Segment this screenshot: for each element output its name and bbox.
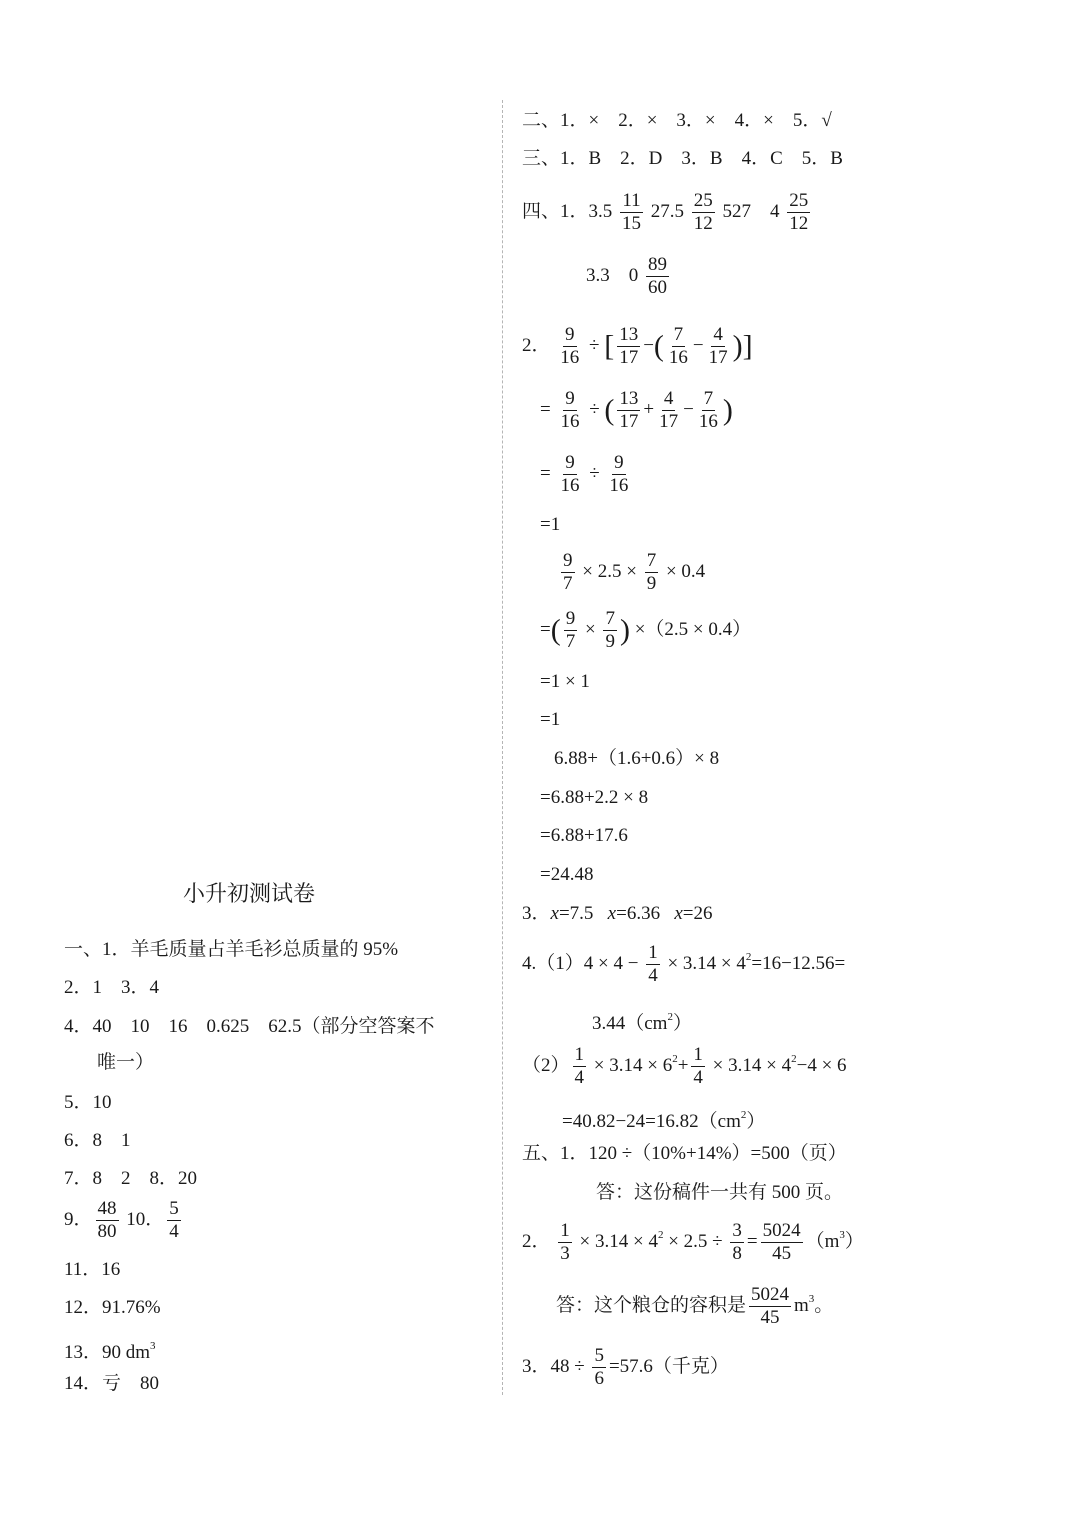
numerator: 9 — [565, 452, 575, 473]
text: ） — [844, 1230, 864, 1252]
fraction — [558, 1220, 572, 1265]
text: 。 — [814, 1294, 834, 1316]
denominator: 17 — [619, 411, 639, 432]
numerator: 1 — [560, 1220, 570, 1241]
fraction — [96, 1198, 119, 1243]
label: 2． — [522, 334, 551, 356]
numerator: 7 — [673, 324, 684, 345]
operator: ÷ — [589, 398, 600, 420]
equals: = — [746, 1230, 758, 1252]
calc-line-11: =6.88+17.6 — [540, 825, 628, 846]
text: 3.44（cm — [592, 1013, 668, 1034]
denominator: 4 — [693, 1067, 703, 1088]
fraction — [787, 190, 810, 235]
label: 10． — [126, 1208, 165, 1230]
numerator: 7 — [605, 608, 615, 629]
paren: ) — [619, 613, 630, 647]
fraction — [603, 608, 617, 653]
denominator: 80 — [97, 1221, 117, 1242]
numerator: 9 — [565, 608, 576, 629]
superscript: 2 — [791, 1052, 797, 1065]
text: （2） — [522, 1054, 570, 1076]
text: × 2.5 ÷ — [668, 1230, 723, 1252]
operator: × 2.5 × — [582, 560, 637, 582]
fraction — [167, 1198, 181, 1243]
denominator: 12 — [789, 213, 809, 234]
fraction — [645, 550, 659, 595]
answer-line-9-10 — [64, 1198, 184, 1243]
section-4-q3 — [522, 901, 712, 927]
superscript: 2 — [657, 1228, 664, 1241]
fraction — [657, 388, 680, 433]
page-title: 小升初测试卷 — [183, 882, 316, 907]
denominator: 17 — [659, 411, 679, 432]
operator: − — [683, 398, 694, 420]
superscript: 2 — [740, 1109, 747, 1121]
paren: ) — [732, 329, 743, 363]
numerator: 89 — [648, 254, 668, 275]
section-5-q1: 五、1．120 ÷（10%+14%）=500（页） — [522, 1143, 847, 1164]
fraction — [607, 452, 630, 497]
text: × 3.14 × 4 — [712, 1054, 792, 1076]
denominator: 4 — [169, 1221, 179, 1242]
calc-line-4: =1 — [540, 514, 561, 535]
superscript: 3 — [839, 1228, 845, 1241]
section-5-q2 — [522, 1220, 864, 1265]
label: 3． — [522, 903, 551, 924]
numerator: 9 — [563, 550, 573, 571]
fraction — [620, 190, 643, 235]
calc-line-9: 6.88+（1.6+0.6）× 8 — [554, 748, 720, 769]
text: 4.（1）4 × 4 − — [522, 952, 639, 974]
paren: ( — [604, 393, 615, 427]
section-4-q4-part1 — [522, 942, 845, 987]
text: m — [794, 1294, 809, 1316]
numerator: 25 — [693, 190, 713, 211]
operator: − — [643, 334, 654, 356]
operator: ÷ — [589, 334, 600, 356]
text: × 3.14 × 4 — [579, 1230, 658, 1252]
numerator: 9 — [614, 452, 624, 473]
text: × 3.14 × 4 — [667, 952, 746, 974]
value: 3.3 0 — [586, 264, 639, 286]
fraction — [617, 388, 640, 433]
calc-line-7: =1 × 1 — [540, 671, 590, 692]
denominator: 16 — [560, 475, 580, 496]
answer-line-14: 14．亏 80 — [64, 1373, 160, 1394]
section-4-q1 — [522, 190, 813, 235]
answer-line-11: 11．16 — [64, 1259, 121, 1280]
operator: ÷ — [589, 462, 600, 484]
operator: × 0.4 — [665, 560, 706, 582]
superscript: 3 — [808, 1292, 815, 1305]
text: =40.82−24=16.82（cm — [562, 1111, 741, 1132]
denominator: 12 — [693, 213, 713, 234]
numerator: 11 — [622, 190, 641, 211]
numerator: 7 — [646, 550, 657, 571]
answer-line-7-8: 7．8 2 8．20 — [64, 1168, 198, 1189]
superscript: 2 — [667, 1011, 673, 1023]
operator: × — [584, 618, 596, 640]
answer-line-13 — [64, 1333, 156, 1366]
denominator: 4 — [648, 965, 658, 986]
answer-line-2-3: 2．1 3．4 — [64, 977, 160, 998]
superscript: 2 — [745, 950, 752, 963]
label: 2． — [522, 1230, 551, 1252]
numerator: 1 — [574, 1044, 585, 1065]
value: 27.5 — [650, 200, 685, 222]
fraction — [707, 324, 730, 369]
numerator: 48 — [97, 1198, 117, 1219]
denominator: 16 — [668, 347, 688, 368]
superscript: 2 — [672, 1052, 678, 1065]
denominator: 8 — [732, 1243, 742, 1264]
calc-line-10: =6.88+2.2 × 8 — [540, 787, 649, 808]
section-5-q3 — [522, 1345, 729, 1390]
numerator: 25 — [789, 190, 809, 211]
fraction — [646, 254, 669, 299]
numerator: 4 — [663, 388, 674, 409]
numerator: 5024 — [751, 1284, 790, 1305]
calc-line-12: =24.48 — [540, 864, 594, 885]
fraction — [558, 324, 581, 369]
value: 527 4 — [722, 200, 780, 222]
fraction — [761, 1220, 803, 1265]
answer-line-12: 12．91.76% — [64, 1297, 161, 1318]
text: × 3.14 × 6 — [593, 1054, 673, 1076]
numerator: 7 — [703, 388, 714, 409]
variable: x — [674, 903, 683, 924]
fraction — [561, 550, 575, 595]
denominator: 9 — [605, 631, 615, 652]
denominator: 16 — [560, 411, 580, 432]
denominator: 17 — [619, 347, 639, 368]
operator: − — [692, 334, 704, 356]
denominator: 9 — [646, 573, 657, 594]
value: =7.5 — [558, 903, 594, 924]
numerator: 4 — [713, 324, 723, 345]
numerator: 13 — [619, 324, 639, 345]
fraction — [558, 452, 581, 497]
equals: = — [540, 398, 551, 420]
denominator: 16 — [609, 475, 629, 496]
text: 答：这个粮仓的容积是 — [556, 1294, 747, 1316]
fraction — [573, 1044, 587, 1089]
numerator: 13 — [619, 388, 639, 409]
fraction — [692, 190, 715, 235]
numerator: 5 — [169, 1198, 179, 1219]
variable: x — [607, 903, 617, 924]
fraction — [667, 324, 690, 369]
equals: = — [540, 618, 551, 640]
paren: ( — [550, 613, 561, 647]
section-4-q4-part2 — [522, 1044, 847, 1089]
fraction — [749, 1284, 791, 1329]
value: =26 — [682, 903, 713, 924]
denominator: 60 — [648, 277, 668, 298]
text: 3．48 ÷ — [522, 1355, 585, 1377]
calc-line-2 — [540, 388, 733, 433]
section-3-answers: 三、1．B 2．D 3．B 4．C 5．B — [522, 148, 843, 169]
calc-line-3 — [540, 452, 633, 497]
text: −4 × 6 — [796, 1054, 847, 1076]
bracket: [ — [604, 329, 615, 363]
superscript: 3 — [150, 1340, 156, 1352]
value: =6.36 — [616, 903, 661, 924]
numerator: 9 — [565, 324, 575, 345]
denominator: 6 — [594, 1368, 604, 1389]
paren: ) — [722, 393, 733, 427]
column-divider — [502, 100, 503, 1395]
section-5-q2-answer — [556, 1284, 833, 1329]
fraction — [697, 388, 720, 433]
denominator: 7 — [565, 631, 576, 652]
denominator: 16 — [560, 347, 580, 368]
denominator: 7 — [563, 573, 573, 594]
numerator: 9 — [565, 388, 575, 409]
fraction — [592, 1345, 606, 1390]
numerator: 3 — [732, 1220, 742, 1241]
calc-line-6 — [540, 608, 751, 653]
denominator: 4 — [574, 1067, 585, 1088]
paren: ( — [653, 329, 664, 363]
answer-line-4: 4．40 10 16 0.625 62.5（部分空答案不 — [64, 1016, 435, 1037]
fraction — [564, 608, 578, 653]
answer-line-5: 5．10 — [64, 1092, 112, 1113]
denominator: 45 — [772, 1243, 792, 1264]
fraction — [646, 942, 660, 987]
fraction — [730, 1220, 744, 1265]
operator: ×（2.5 × 0.4） — [634, 618, 752, 640]
variable: x — [550, 903, 559, 924]
operator: + — [643, 398, 655, 420]
bracket: ] — [742, 329, 753, 363]
label: 9． — [64, 1208, 93, 1230]
denominator: 16 — [698, 411, 718, 432]
answer-line-1-1: 一、1．羊毛质量占羊毛衫总质量的 95% — [64, 939, 399, 960]
denominator: 3 — [560, 1243, 570, 1264]
section-4-q1-cont — [586, 254, 672, 299]
fraction — [617, 324, 640, 369]
section-4-q4-part2-result — [562, 1102, 765, 1135]
calc-line-5 — [558, 550, 705, 595]
text: ） — [746, 1111, 766, 1132]
fraction — [691, 1044, 705, 1089]
text: =16−12.56= — [751, 952, 846, 974]
numerator: 5024 — [762, 1220, 801, 1241]
text: （m — [805, 1230, 840, 1252]
numerator: 5 — [594, 1345, 604, 1366]
section-2-answers: 二、1．× 2．× 3．× 4．× 5．√ — [522, 110, 832, 131]
text: ） — [672, 1013, 692, 1034]
calc-line-1 — [522, 324, 753, 369]
numerator: 1 — [693, 1044, 703, 1065]
calc-line-8: =1 — [540, 709, 561, 730]
numerator: 1 — [648, 942, 658, 963]
section-5-q1-answer: 答：这份稿件一共有 500 页。 — [596, 1182, 844, 1203]
operator: + — [677, 1054, 689, 1076]
text: 13．90 dm — [64, 1342, 151, 1363]
answer-line-4-cont: 唯一） — [97, 1052, 155, 1073]
denominator: 15 — [622, 213, 642, 234]
denominator: 17 — [708, 347, 728, 368]
text: =57.6（千克） — [608, 1355, 729, 1377]
section-4-q4-part1-result — [592, 1004, 692, 1037]
equals: = — [540, 462, 551, 484]
answer-line-6: 6．8 1 — [64, 1130, 131, 1151]
fraction — [558, 388, 581, 433]
label: 四、1．3.5 — [522, 200, 613, 222]
denominator: 45 — [760, 1307, 780, 1328]
